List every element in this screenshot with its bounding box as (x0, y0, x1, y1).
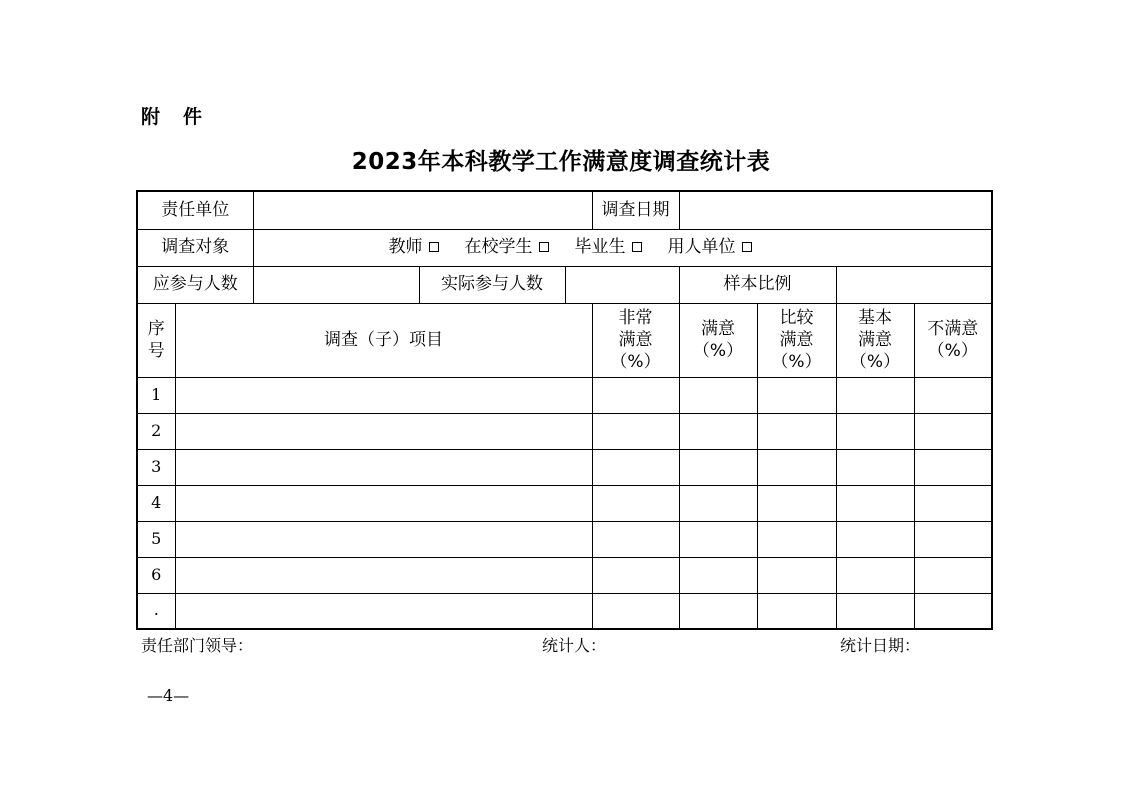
sample-ratio-field[interactable] (836, 266, 992, 303)
row-value-cell[interactable] (914, 557, 992, 593)
row-value-cell[interactable] (592, 485, 679, 521)
row-seq: . (137, 593, 175, 629)
row-value-cell[interactable] (592, 377, 679, 413)
row-item-cell[interactable] (175, 413, 592, 449)
row-value-cell[interactable] (836, 449, 914, 485)
row-seq: 3 (137, 449, 175, 485)
row-item-cell[interactable] (175, 593, 592, 629)
page-number: —4— (147, 686, 190, 705)
table-row (137, 557, 992, 593)
row-value-cell[interactable] (914, 593, 992, 629)
item-header: 调查（子）项目 (175, 303, 592, 377)
table-row (137, 521, 992, 557)
table-row (137, 413, 992, 449)
row-value-cell[interactable] (679, 521, 757, 557)
row-value-cell[interactable] (914, 413, 992, 449)
expected-count-label: 应参与人数 (137, 266, 253, 303)
row-value-cell[interactable] (836, 521, 914, 557)
expected-count-field[interactable] (253, 266, 419, 303)
row-value-cell[interactable] (757, 485, 836, 521)
row-value-cell[interactable] (592, 557, 679, 593)
row-value-cell[interactable] (592, 521, 679, 557)
column-header-row (137, 303, 992, 377)
statistics-date-label: 统计日期： (840, 636, 921, 655)
row-value-cell[interactable] (836, 593, 914, 629)
target-option-employer[interactable]: 用人单位 (668, 237, 778, 257)
student-checkbox[interactable] (539, 242, 549, 252)
row-value-cell[interactable] (914, 377, 992, 413)
info-row-counts (137, 266, 992, 303)
table-row (137, 485, 992, 521)
row-value-cell[interactable] (757, 521, 836, 557)
row-value-cell[interactable] (679, 557, 757, 593)
row-value-cell[interactable] (757, 449, 836, 485)
row-item-cell[interactable] (175, 485, 592, 521)
row-value-cell[interactable] (836, 377, 914, 413)
row-value-cell[interactable] (757, 557, 836, 593)
row-value-cell[interactable] (836, 413, 914, 449)
row-value-cell[interactable] (592, 593, 679, 629)
leader-signature-label: 责任部门领导： (141, 636, 254, 655)
survey-target-label: 调查对象 (137, 229, 253, 266)
seq-header: 序号 (137, 303, 175, 377)
survey-table (136, 190, 993, 630)
sample-ratio-label: 样本比例 (679, 266, 836, 303)
row-value-cell[interactable] (914, 485, 992, 521)
row-value-cell[interactable] (679, 413, 757, 449)
graduate-checkbox[interactable] (632, 242, 642, 252)
table-row (137, 377, 992, 413)
row-item-cell[interactable] (175, 557, 592, 593)
row-value-cell[interactable] (592, 413, 679, 449)
target-option-graduate[interactable]: 毕业生 (575, 237, 668, 257)
info-row-unit (137, 191, 992, 229)
survey-date-label: 调查日期 (592, 191, 679, 229)
statistician-label: 统计人： (542, 636, 607, 655)
row-value-cell[interactable] (914, 449, 992, 485)
row-value-cell[interactable] (679, 485, 757, 521)
actual-count-label: 实际参与人数 (419, 266, 565, 303)
row-item-cell[interactable] (175, 377, 592, 413)
row-seq: 4 (137, 485, 175, 521)
target-option-student[interactable]: 在校学生 (465, 237, 575, 257)
row-seq: 5 (137, 521, 175, 557)
responsible-unit-label: 责任单位 (137, 191, 253, 229)
actual-count-field[interactable] (565, 266, 679, 303)
satisfied-header: 满意 （%） (679, 303, 757, 377)
survey-target-options (253, 229, 992, 266)
row-value-cell[interactable] (679, 593, 757, 629)
responsible-unit-field[interactable] (253, 191, 592, 229)
page-title: 2023年本科教学工作满意度调查统计表 (351, 149, 771, 175)
attachment-label: 附 件 (141, 106, 205, 128)
employer-checkbox[interactable] (742, 242, 752, 252)
row-value-cell[interactable] (757, 413, 836, 449)
very-satisfied-header: 非常 满意 （%） (592, 303, 679, 377)
target-option-teacher[interactable]: 教师 (389, 237, 465, 257)
row-value-cell[interactable] (757, 377, 836, 413)
row-value-cell[interactable] (679, 377, 757, 413)
not-satisfied-header: 不满意 （%） (914, 303, 992, 377)
row-value-cell[interactable] (592, 449, 679, 485)
teacher-checkbox[interactable] (429, 242, 439, 252)
row-seq: 6 (137, 557, 175, 593)
basically-satisfied-header: 基本 满意 （%） (836, 303, 914, 377)
row-item-cell[interactable] (175, 449, 592, 485)
fairly-satisfied-header: 比较 满意 （%） (757, 303, 836, 377)
survey-date-field[interactable] (679, 191, 992, 229)
row-seq: 1 (137, 377, 175, 413)
row-value-cell[interactable] (836, 485, 914, 521)
row-item-cell[interactable] (175, 521, 592, 557)
table-row (137, 449, 992, 485)
row-value-cell[interactable] (679, 449, 757, 485)
row-value-cell[interactable] (836, 557, 914, 593)
row-value-cell[interactable] (914, 521, 992, 557)
info-row-target (137, 229, 992, 266)
row-seq: 2 (137, 413, 175, 449)
row-value-cell[interactable] (757, 593, 836, 629)
table-row (137, 593, 992, 629)
